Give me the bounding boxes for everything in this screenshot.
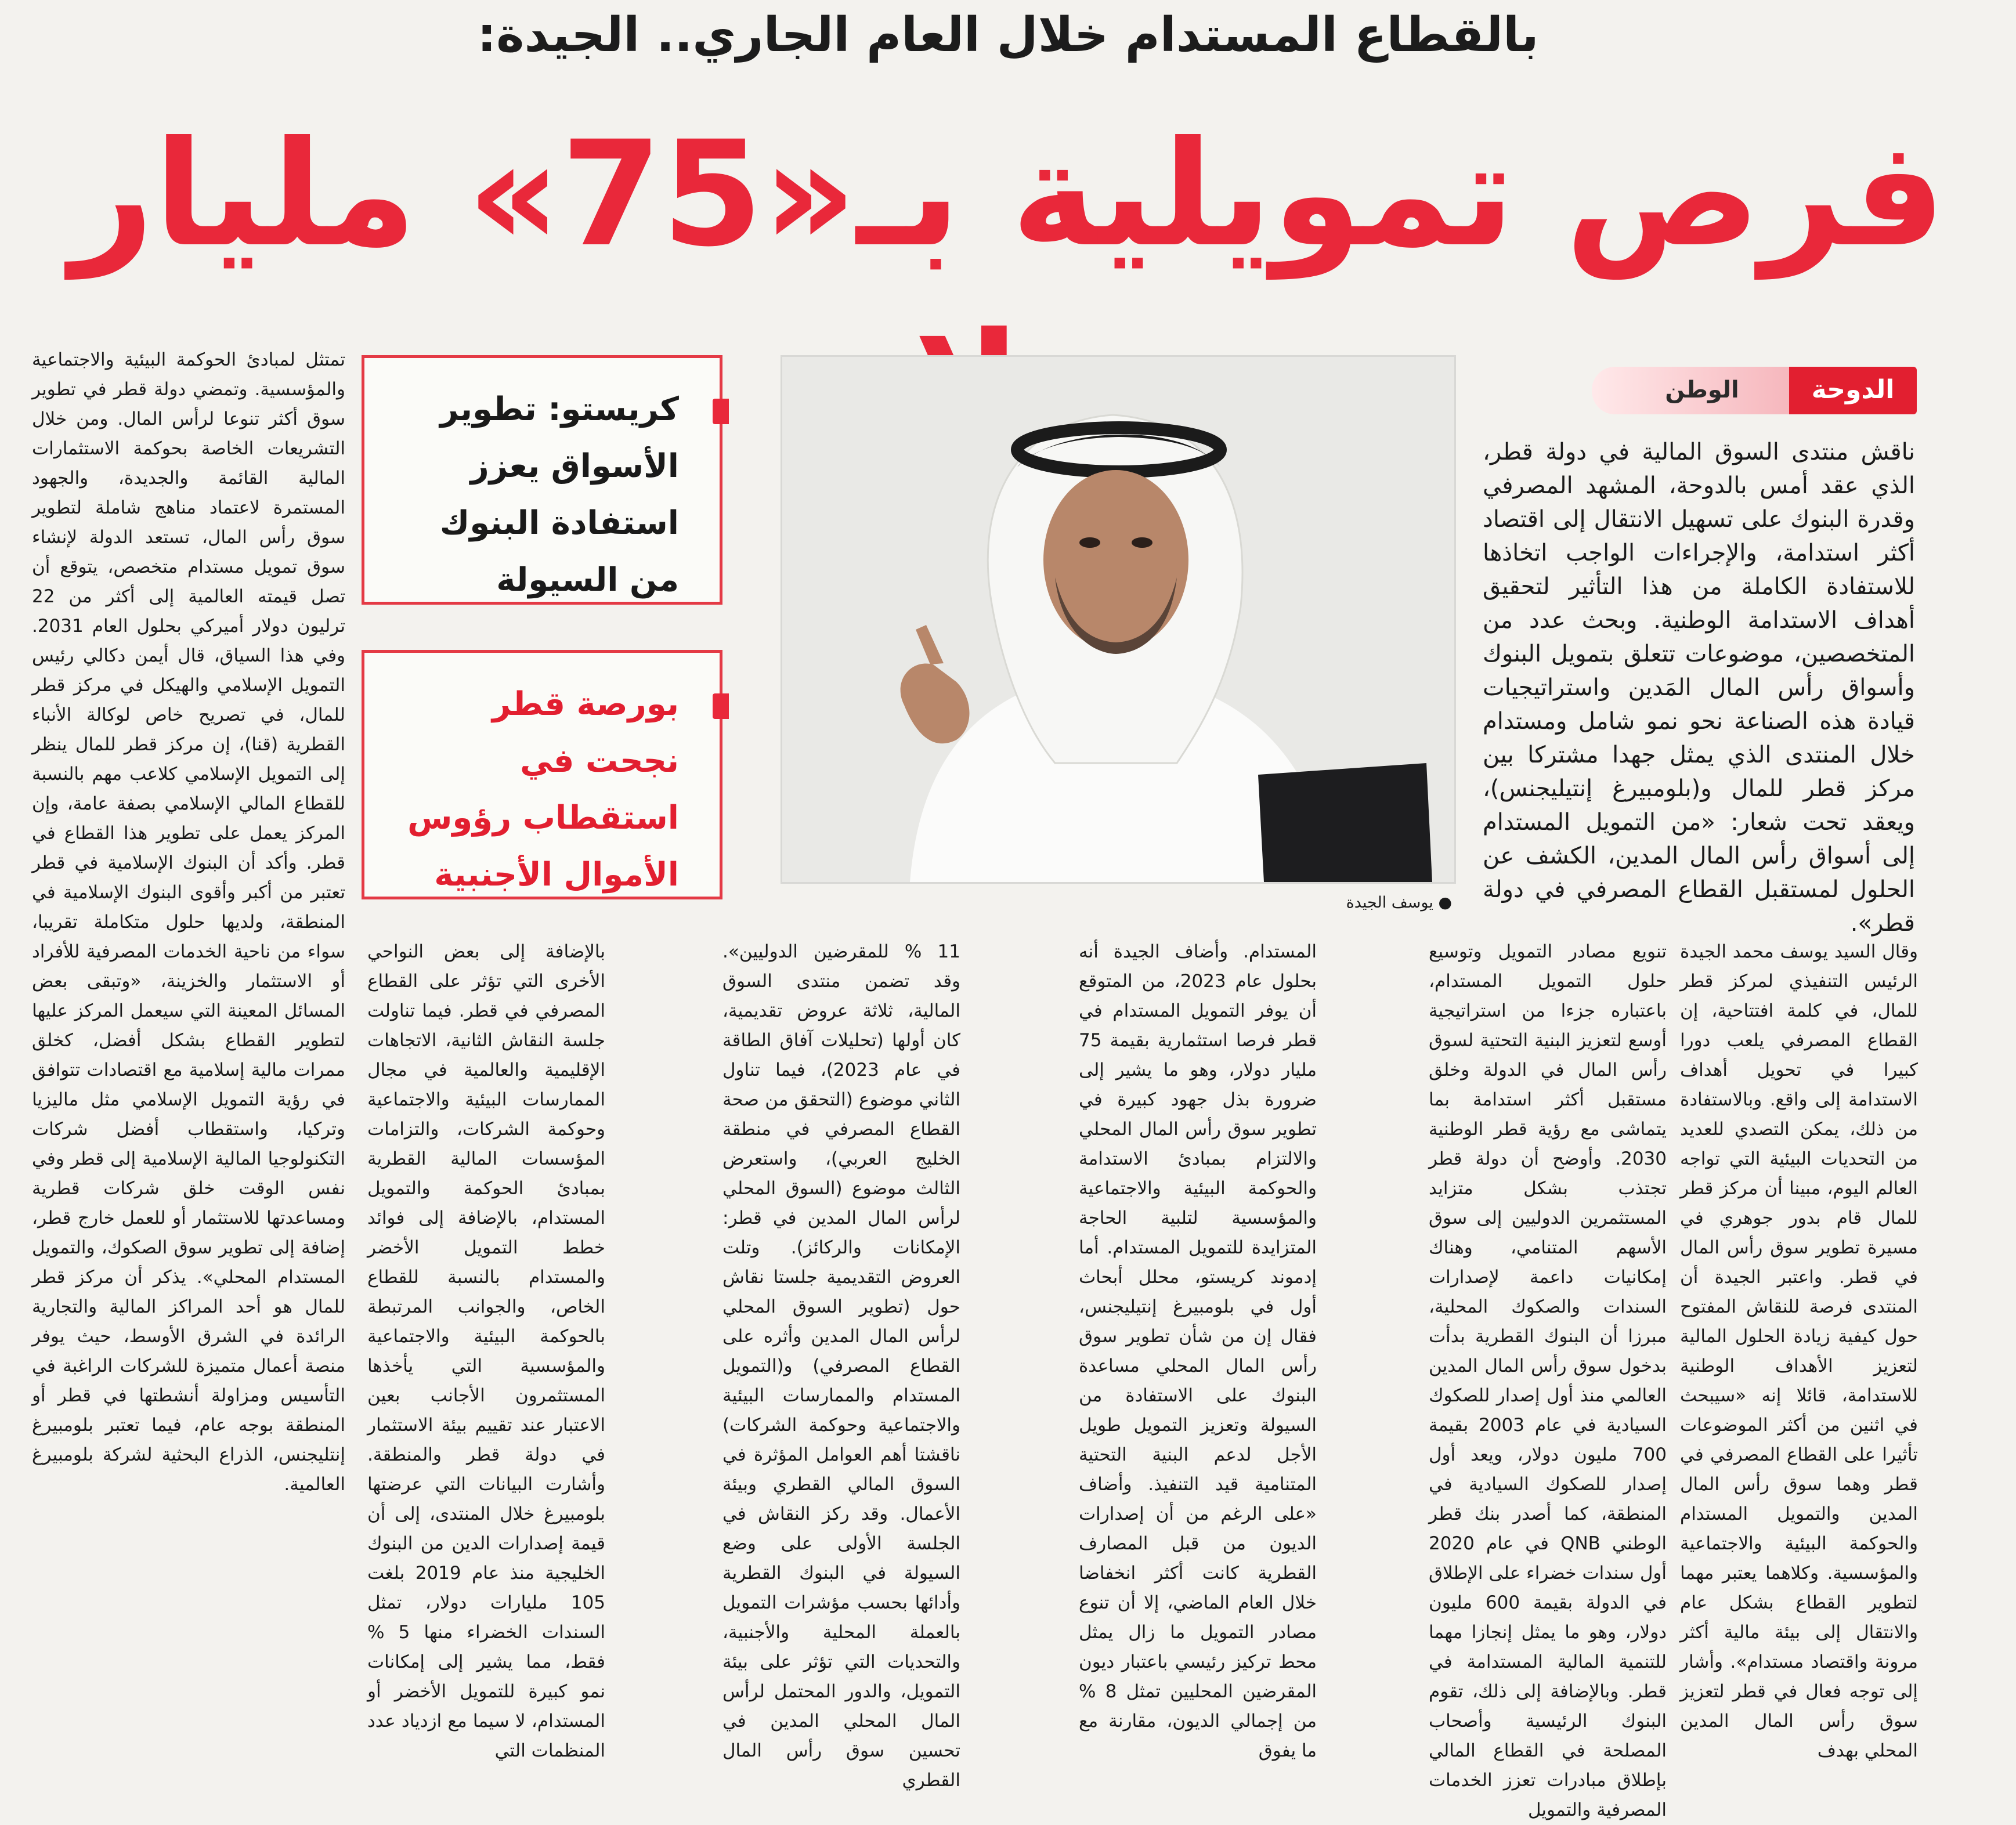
- column-4-text: 11 % للمقرضين الدوليين». وقد تضمن منتدى السوق المالية، ثلاثة عروض تقديمية، كان أولها (تحليلات آفاق الطاقة في عام 2023)، فيما تناول الثاني موضوع (التحقق من صحة القطاع المصرفي في منطقة الخليج العربي)، واستعرض الثالث موضوع (السوق المحلي لرأس المال المدين في قطر: الإمكانات والركائز). وتلت العروض التقديمية جلستا نقاش حول (تطوير السوق المحلي لرأس المال المدين وأثره على القطاع المصرفي) و(التمويل المستدام والممارسات البيئية والاجتماعية وحوكمة الشركات) ناقشتا أهم العوامل المؤثرة في السوق المالي القطري وبيئة الأعمال. وقد ركز النقاش في الجلسة الأولى على وضع السيولة في البنوك القطرية وأدائها بحسب مؤشرات التمويل بالعملة المحلية والأجنبية، والتحديات التي تؤثر على بيئة التمويل، والدور المحتمل لرأس المال المحلي المدين في تحسين سوق رأس المال القطري: [722, 941, 960, 1791]
- credit-name: يوسف الجيدة: [1346, 894, 1433, 912]
- lead-paragraph-text: ناقش منتدى السوق المالية في دولة قطر، الذي عقد أمس بالدوحة، المشهد المصرفي وقدرة البنوك على تسهيل الانتقال إلى اقتصاد أكثر استدامة، والإجراءات الواجب اتخاذها للاستفادة الكاملة من هذا التأثير لتحقيق أهداف الاستدامة الوطنية. وبحث عدد من المتخصصين، موضوعات تتعلق بتمويل البنوك وأسواق رأس المال المَدين واستراتيجيات قيادة هذه الصناعة نحو نمو شامل ومستدام خلال المنتدى الذي يمثل جهدا مشتركا بين مركز قطر للمال و(بلومبيرغ إنتيليجنس)، ويعقد تحت شعار: «من التمويل المستدام إلى أسواق رأس المال المدين، الكشف عن الحلول لمستقبل القطاع المصرفي في دولة قطر».: [1483, 439, 1915, 937]
- column-1: [1680, 937, 1918, 1761]
- quote-marker: [713, 399, 729, 424]
- pull-quote-2: [362, 650, 722, 899]
- newspaper-logo: الوطن: [1665, 377, 1739, 403]
- dateline-city: الدوحة: [1811, 375, 1895, 404]
- quote-marker: [713, 693, 729, 719]
- pull-quote-1: [362, 355, 722, 605]
- kicker-headline: بالقطاع المستدام خلال العام الجاري.. الجيدة:: [477, 8, 1539, 63]
- pull-quote-2-text: بورصة قطر نجحت في استقطاب رؤوس الأموال الأجنبية: [407, 685, 679, 894]
- column-5: [367, 937, 605, 1761]
- badge-logo-area: [1592, 367, 1789, 414]
- column-2: [1429, 937, 1667, 1820]
- pull-quote-1-text: كريستو: تطوير الأسواق يعزز استفادة البنوك من السيولة: [439, 391, 679, 599]
- badge-city-area: [1789, 367, 1917, 414]
- column-2-text: تنويع مصادر التمويل وتوسيع حلول التمويل المستدام، باعتباره جزءا من استراتيجية أوسع لتعزيز البنية التحتية لسوق رأس المال في الدولة وخلق مستقبل أكثر استدامة بما يتماشى مع رؤية قطر الوطنية 2030. وأوضح أن دولة قطر تجتذب بشكل متزايد المستثمرين الدوليين إلى سوق الأسهم المتنامي، وهناك إمكانيات داعمة لإصدارات السندات والصكوك المحلية، مبرزا أن البنوك القطرية بدأت بدخول سوق رأس المال المدين العالمي منذ أول إصدار للصكوك السيادية في عام 2003 بقيمة 700 مليون دولار، ويعد أول إصدار للصكوك السيادية في المنطقة، كما أصدر بنك قطر الوطني QNB في عام 2020 أول سندات خضراء على الإطلاق في الدولة بقيمة 600 مليون دولار، وهو ما يمثل إنجازا مهما للتنمية المالية المستدامة في قطر. وبالإضافة إلى ذلك، تقوم البنوك الرئيسية وأصحاب المصلحة في القطاع المالي بإطلاق مبادرات تعزز الخدمات المصرفية والتمويل: [1429, 941, 1667, 1820]
- column-3: [1079, 937, 1317, 1761]
- lead-paragraph: [1483, 435, 1915, 957]
- speaker-photo: [781, 355, 1456, 884]
- column-top-left-text: تمتثل لمبادئ الحوكمة البيئية والاجتماعية والمؤسسية. وتمضي دولة قطر في تطوير سوق أكثر تنوعا لرأس المال. ومن خلال التشريعات الخاصة بحوكمة الاستثمارات المالية القائمة والجديدة، والجهود المستمرة لاعتماد مناهج شاملة لتطوير سوق رأس المال، تستعد الدولة لإنشاء سوق تمويل مستدام متخصص، يتوقع أن تصل قيمته العالمية إلى أكثر من 22 ترليون دولار أميركي بحلول العام 2031. وفي هذا السياق، قال أيمن دكالي رئيس التمويل الإسلامي والهيكل في مركز قطر للمال، في تصريح خاص لوكالة الأنباء القطرية (قنا)، إن مركز قطر للمال ينظر إلى التمويل الإسلامي كلاعب مهم بالنسبة للقطاع المالي الإسلامي بصفة عامة، وإن المركز يعمل على تطوير هذا القطاع في قطر. وأكد أن البنوك الإسلامية في قطر تعتبر من أكبر وأقوى البنوك الإسلامية في المنطقة، ولديها حلول متكاملة تقريبا، سواء من ناحية الخدمات المصرفية للأفراد أو الاستثمار والخزينة، «وتبقى بعض المسائل المعينة التي سيعمل المركز عليها لتطوير القطاع بشكل أفضل، كخلق ممرات مالية إسلامية مع اقتصادات تتوافق في رؤية التمويل الإسلامي مثل ماليزيا وتركيا، واستقطاب أفضل شركات التكنولوجيا المالية الإسلامية إلى قطر وفي نفس الوقت خلق شركات قطرية ومساعدتها للاستثمار أو للعمل خارج قطر، إضافة إلى تطوير سوق الصكوك، والتمويل المستدام المحلي». يذكر أن مركز قطر للمال هو أحد المراكز المالية والتجارية الرائدة في الشرق الأوسط، حيث يوفر منصة أعمال متميزة للشركات الراغبة في التأسيس ومزاولة أنشطتها في قطر أو المنطقة بوجه عام، فيما تعتبر بلومبيرغ إنتليجنس، الذراع البحثية لشركة بلومبيرغ العالمية.: [32, 349, 345, 1495]
- dateline-badge: [1592, 367, 1917, 414]
- speaker-illustration: [782, 357, 1454, 882]
- credit-bullet: ●: [1438, 894, 1452, 912]
- column-3-text: المستدام. وأضاف الجيدة أنه بحلول عام 2023، من المتوقع أن يوفر التمويل المستدام في قطر فرصا استثمارية بقيمة 75 مليار دولار، وهو ما يشير إلى ضرورة بذل جهود كبيرة في تطوير سوق رأس المال المحلي والالتزام بمبادئ الاستدامة والحوكمة البيئية والاجتماعية والمؤسسية لتلبية الحاجة المتزايدة للتمويل المستدام. أما إدموند كريستو، محلل أبحاث أول في بلومبيرغ إنتيليجنس، فقال إن من شأن تطوير سوق رأس المال المحلي مساعدة البنوك على الاستفادة من السيولة وتعزيز التمويل طويل الأجل لدعم البنية التحتية المتنامية قيد التنفيذ. وأضاف «على الرغم من أن إصدارات الديون من قبل المصارف القطرية كانت أكثر انخفاضا خلال العام الماضي، إلا أن تنوع مصادر التمويل ما زال يمثل محط تركيز رئيسي باعتبار ديون المقرضين المحليين تمثل 8 % من إجمالي الديون، مقارنة مع ما يفوق: [1079, 941, 1317, 1761]
- column-top-left: [32, 345, 345, 1651]
- column-1-text: وقال السيد يوسف محمد الجيدة الرئيس التنفيذي لمركز قطر للمال، في كلمة افتتاحية، إن القطاع المصرفي يلعب دورا كبيرا في تحويل أهداف الاستدامة إلى واقع. وبالاستفادة من ذلك، يمكن التصدي للعديد من التحديات البيئية التي تواجه العالم اليوم، مبينا أن مركز قطر للمال قام بدور جوهري في مسيرة تطوير سوق رأس المال في قطر. واعتبر الجيدة أن المنتدى فرصة للنقاش المفتوح حول كيفية زيادة الحلول المالية لتعزيز الأهداف الوطنية للاستدامة، قائلا إنه «سيبحث في اثنين من أكثر الموضوعات تأثيرا على القطاع المصرفي في قطر وهما سوق رأس المال المدين والتمويل المستدام والحوكمة البيئية والاجتماعية والمؤسسية. وكلاهما يعتبر مهما لتطوير القطاع بشكل عام والانتقال إلى بيئة مالية أكثر مرونة واقتصاد مستدام». وأشار إلى توجه فعال في قطر لتعزيز سوق رأس المال المدين المحلي بهدف: [1680, 941, 1918, 1761]
- column-4: [722, 937, 960, 1791]
- column-5-text: بالإضافة إلى بعض النواحي الأخرى التي تؤثر على القطاع المصرفي في قطر. فيما تناولت جلسة النقاش الثانية، الاتجاهات الإقليمية والعالمية في مجال الممارسات البيئية والاجتماعية وحوكمة الشركات، والتزامات المؤسسات المالية القطرية بمبادئ الحوكمة والتمويل المستدام، بالإضافة إلى فوائد خطط التمويل الأخضر والمستدام بالنسبة للقطاع الخاص، والجوانب المرتبطة بالحوكمة البيئية والاجتماعية والمؤسسية التي يأخذها المستثمرون الأجانب بعين الاعتبار عند تقييم بيئة الاستثمار في دولة قطر والمنطقة. وأشارت البيانات التي عرضتها بلومبيرغ خلال المنتدى، إلى أن قيمة إصدارات الدين من البنوك الخليجية منذ عام 2019 بلغت 105 مليارات دولار، تمثل السندات الخضراء منها 5 % فقط، مما يشير إلى إمكانات نمو كبيرة للتمويل الأخضر أو المستدام، لا سيما مع ازدياد عدد المنظمات التي: [367, 941, 605, 1761]
- photo-credit: [1318, 894, 1452, 912]
- main-headline: فرص تمويلية بـ«75» مليار: [70, 110, 1946, 279]
